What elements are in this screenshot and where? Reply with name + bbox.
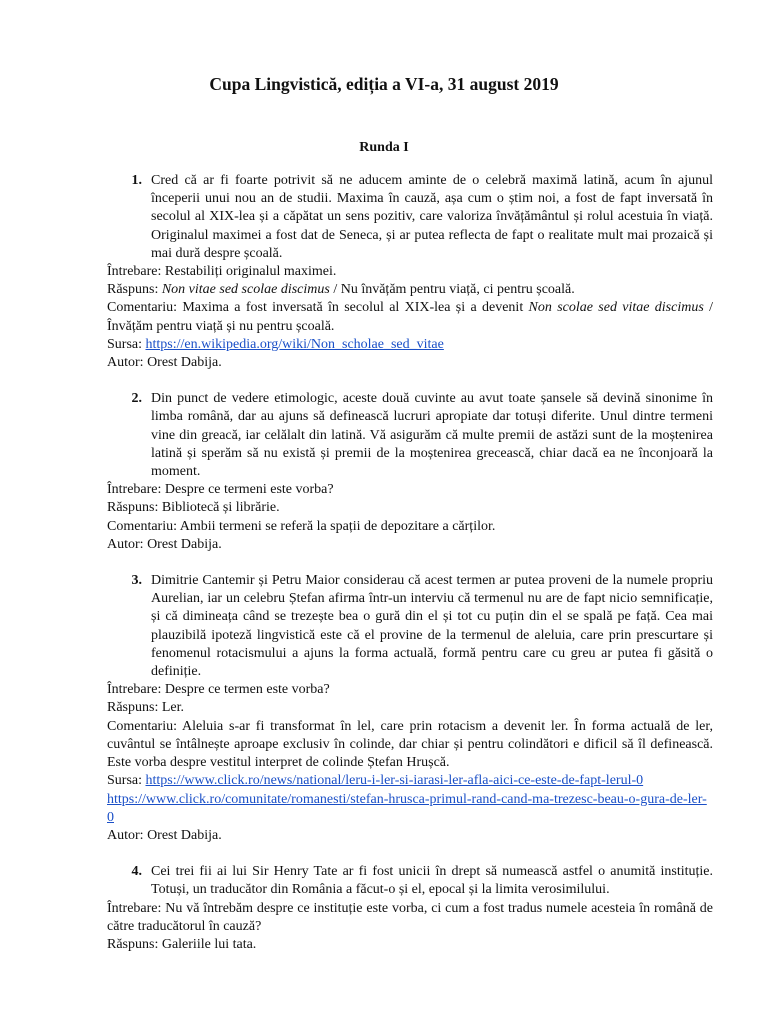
question-block-1	[107, 172, 713, 372]
page-title: Cupa Lingvistică, ediția a VI-a, 31 august 2019	[209, 74, 559, 94]
author-line: Autor: Orest Dabija.	[107, 827, 222, 843]
question-block-2	[107, 390, 713, 554]
question-number: 1.	[131, 173, 142, 188]
question-text: Cred că ar fi foarte potrivit să ne aducem aminte de o celebră maximă latină, acum în ajunul începerii unui nou an de studii. Maxima în cauză, așa cum o știm noi, a fost de fapt inversată în secolul al XIX-lea și a căpătat un sens pozitiv, care valoriza învățământul și rolul acestuia în viață. Originalul maximei a fost dat de Seneca, și ar putea reflecta de fapt o realitate mult mai prozaică și mai dură despre școală.	[151, 173, 713, 261]
question-text: Din punct de vedere etimologic, aceste două cuvinte au avut toate șansele să devină sinonime în limba română, dar au ajuns să definească lucruri apropiate dar totuși diferite. Unul dintre termeni vine din greacă, iar celălalt din latină. Vă asigurăm că multe premii de astăzi sunt de la moștenirea latină și sperăm să nu există și premii de la moștenirea grecească, chiar dacă ea ne înconjoară la moment.	[151, 391, 713, 480]
comment-line: Comentariu: Ambii termeni se referă la spații de depozitare a cărților.	[107, 518, 496, 534]
question-number: 3.	[131, 573, 142, 589]
answer-line: Răspuns: Bibliotecă și librărie.	[107, 500, 280, 516]
answer-line: Răspuns: Non vitae sed scolae discimus / Nu învățăm pentru viață, ci pentru școală.	[107, 282, 575, 298]
question-text: Dimitrie Cantemir și Petru Maior considerau că acest termen ar putea proveni de la numele propriu Aurelian, iar un celebru Ștefan afirma într-un interviu că termenul nu are de fapt nicio semnificație, și că dimineața când se trezește bea o gură din el și tot cu puțin din el se spală pe față. Cea mai plauzibilă ipoteză lingvistică este că el provine de la termenul de aleluia, care prin prescurtare și fenomenul rotacismului a ajuns la forma actuală, formă pentru care cu greu ar putea fi găsită o definiție.	[151, 573, 713, 680]
answer-line: Răspuns: Galeriile lui tata.	[107, 936, 257, 952]
source-link[interactable]: https://www.click.ro/news/national/leru-i-ler-si-iarasi-ler-afla-aici-ce-este-de-fapt-lerul-0	[145, 773, 644, 789]
question-block-4	[107, 863, 713, 954]
round-heading: Runda I	[359, 140, 409, 155]
comment-line: Comentariu: Maxima a fost inversată în secolul al XIX-lea și a devenit Non scolae sed vitae discimus / Învățăm pentru viață și nu pentru școală.	[107, 300, 714, 334]
question-prompt: Întrebare: Restabiliți originalul maximei.	[107, 264, 337, 280]
source-line-2	[107, 791, 713, 827]
question-text: Cei trei fii ai lui Sir Henry Tate ar fi fost unicii în drept să numească astfel o anumită instituție. Totuși, un traducător din România a făcut-o și el, epocal și la limita verosimilului.	[151, 864, 713, 898]
question-block-3	[107, 572, 713, 845]
author-line: Autor: Orest Dabija.	[107, 536, 222, 552]
question-prompt: Întrebare: Despre ce termeni este vorba?	[107, 482, 334, 498]
answer-line: Răspuns: Ler.	[107, 700, 184, 716]
comment-line: Comentariu: Aleluia s-ar fi transformat în lel, care prin rotacism a devenit ler. În forma actuală de ler, cuvântul se întâlnește aproape exclusiv în colinde, dar chiar și pentru colindători e dificil să îl definească. Este vorba despre vestitul interpret de colinde Ștefan Hrușcă.	[107, 718, 714, 771]
author-line: Autor: Orest Dabija.	[107, 355, 222, 371]
questions-list	[107, 172, 713, 972]
question-prompt: Întrebare: Despre ce termen este vorba?	[107, 682, 330, 698]
question-prompt: Întrebare: Nu vă întrebăm despre ce instituție este vorba, ci cum a fost tradus numele acesteia în română de către traducătorul în cauză?	[107, 900, 713, 934]
source-link[interactable]: https://en.wikipedia.org/wiki/Non_scholae_sed_vitae	[145, 336, 444, 352]
source-link-2[interactable]: https://www.click.ro/comunitate/romanesti/stefan-hrusca-primul-rand-cand-ma-trezesc-beau-o-gura-de-ler-0	[107, 791, 707, 825]
source-line: Sursa: https://www.click.ro/news/national/leru-i-ler-si-iarasi-ler-afla-aici-ce-este-de-fapt-lerul-0	[107, 773, 644, 789]
question-number: 4.	[131, 864, 142, 880]
source-line: Sursa: https://en.wikipedia.org/wiki/Non_scholae_sed_vitae	[107, 336, 444, 352]
question-number: 2.	[131, 391, 142, 407]
